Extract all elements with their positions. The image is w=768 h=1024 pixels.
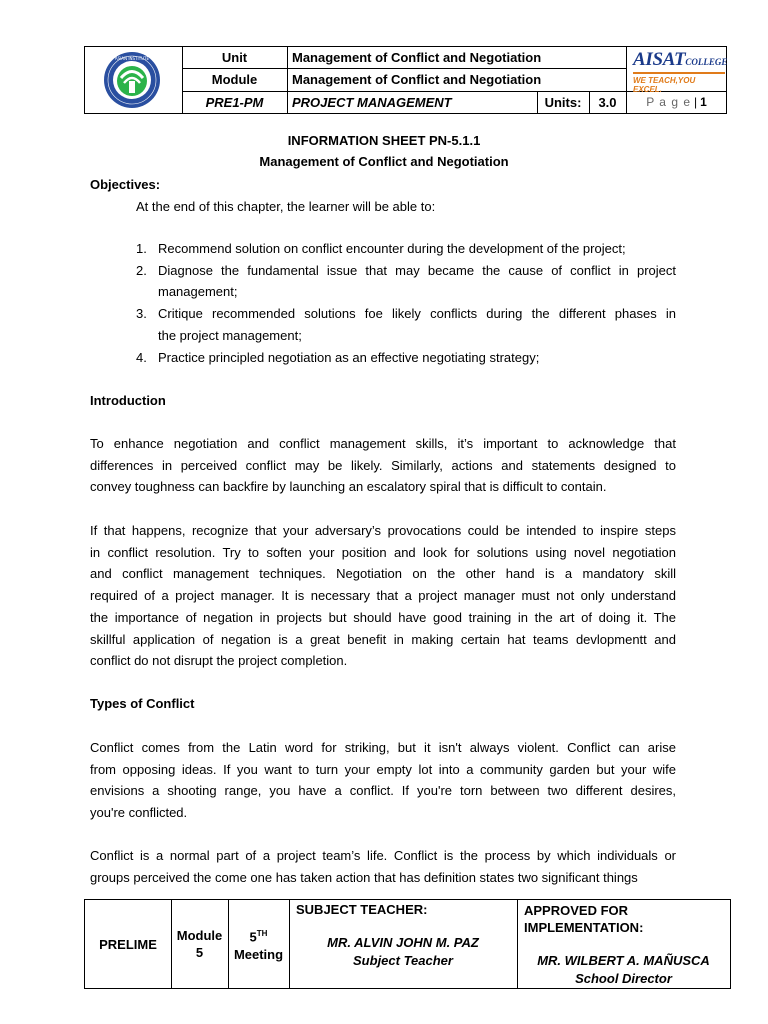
term: PRELIME (99, 936, 157, 952)
paragraph-line: the importance of negation in projects but should have good training in the art of doing it. The (90, 609, 676, 625)
objective-item (136, 347, 676, 369)
objective-text: Practice principled negotiation as an effective negotiating strategy; (158, 349, 540, 365)
meeting-number: 5 (249, 929, 257, 945)
types-paragraph-2 (90, 845, 676, 888)
approved-heading-line-2: IMPLEMENTATION: (524, 920, 644, 935)
objective-text: the project management; (158, 327, 302, 343)
paragraph-line: Conflict comes from the Latin word for striking, but it isn't always violent. Conflict can arise (90, 740, 676, 755)
objective-number: 4. (136, 349, 147, 365)
paragraph-line: If that happens, recognize that your adversary’s provocations could be intended to inspire steps (90, 523, 676, 538)
approval-cell (517, 900, 730, 988)
objectives-list (136, 238, 676, 368)
objective-number: 2. (136, 262, 147, 278)
page-separator: | (694, 95, 698, 109)
subject-teacher-cell (289, 900, 517, 988)
module-label: Module (176, 928, 223, 943)
page-label: P a g e (646, 95, 691, 109)
objective-number: 1. (136, 241, 147, 256)
units-value: 3.0 (598, 94, 617, 110)
page-number: 1 (700, 95, 707, 109)
module-value: Management of Conflict and Negotiation (292, 72, 542, 87)
paragraph-line: you're conflicted. (90, 805, 188, 821)
meeting-cell (228, 900, 289, 988)
paragraph-line: and conflict management techniques. Negotiation on the other hand is a mandatory skill (90, 566, 676, 582)
page-indicator (626, 91, 727, 113)
term-cell (85, 900, 171, 988)
objective-number: 3. (136, 306, 147, 322)
objectives-heading: Objectives: (90, 177, 161, 192)
objective-text: Recommend solution on conflict encounter during the development of the project; (158, 241, 626, 256)
sheet-subtitle: Management of Conflict and Negotiation (259, 154, 509, 169)
types-of-conflict-heading: Types of Conflict (90, 696, 195, 711)
director-name: MR. WILBERT A. MAÑUSCA (537, 953, 710, 968)
intro-paragraph-2 (90, 520, 676, 672)
subject-teacher-heading: SUBJECT TEACHER: (296, 902, 428, 917)
meeting-label: Meeting (233, 946, 284, 962)
objective-text: Critique recommended solutions foe likely conflicts during the different phases in (158, 306, 676, 322)
module-number: 5 (195, 945, 204, 960)
paragraph-line: required of a project manager. It is necessary that a project manager must not only understand (90, 588, 676, 604)
school-seal-logo (95, 51, 169, 109)
paragraph-line: groups perceived the come one has taken action that has definition states two significant things (90, 869, 638, 885)
objective-item (136, 303, 676, 346)
meeting-ordinal: TH (256, 929, 268, 939)
paragraph-line: differences in perceived conflict may be likely. Similarly, actions and statements designed to (90, 457, 676, 473)
sheet-title: INFORMATION SHEET PN-5.1.1 (287, 133, 481, 148)
objective-item (136, 260, 676, 303)
course-name: PROJECT MANAGEMENT (292, 94, 452, 110)
objective-text: management; (158, 284, 238, 300)
module-label: Module (211, 72, 258, 87)
objective-item (136, 238, 676, 260)
unit-value: Management of Conflict and Negotiation (292, 50, 542, 65)
paragraph-line: from opposing ideas. If you want to turn your empty lot into a community garden but your wife (90, 761, 676, 777)
teacher-name: MR. ALVIN JOHN M. PAZ (327, 935, 479, 950)
objective-text: Diagnose the fundamental issue that may became the cause of conflict in project (158, 262, 676, 278)
aisat-college-logo: AISATCOLLEGE WE TEACH,YOU EXCEL. (633, 49, 728, 94)
header-table (84, 46, 727, 114)
svg-text:ASIAN INSTITUTE: ASIAN INSTITUTE (114, 56, 150, 61)
introduction-heading: Introduction (90, 393, 166, 408)
unit-label: Unit (221, 50, 248, 65)
course-code: PRE1-PM (205, 94, 264, 110)
paragraph-line: Conflict is a normal part of a project team’s life. Conflict is the process by which individuals or (90, 848, 676, 863)
units-label: Units: (544, 94, 582, 110)
paragraph-line: skillful application of negation is a great benefit in making certain hat teams devlopmentt and (90, 631, 676, 647)
paragraph-line: envisions a shooting range, you have a conflict. If you're torn between two different desires, (90, 783, 676, 799)
teacher-role: Subject Teacher (353, 953, 453, 968)
paragraph-line: conflict do not disrupt the project completion. (90, 653, 348, 669)
paragraph-line: in conflict resolution. Try to soften your position and look for solutions using novel negotiation (90, 544, 676, 560)
director-role: School Director (575, 971, 672, 986)
module-cell (171, 900, 228, 988)
approved-heading-line-1: APPROVED FOR (524, 903, 629, 918)
objectives-intro: At the end of this chapter, the learner will be able to: (136, 199, 436, 214)
footer-table (84, 899, 731, 989)
intro-paragraph-1 (90, 433, 676, 498)
paragraph-line: convey toughness can backfire by launching an escalatory spiral that is difficult to contain. (90, 479, 607, 495)
types-paragraph-1 (90, 737, 676, 824)
paragraph-line: To enhance negotiation and conflict management skills, it’s important to acknowledge that (90, 436, 676, 451)
